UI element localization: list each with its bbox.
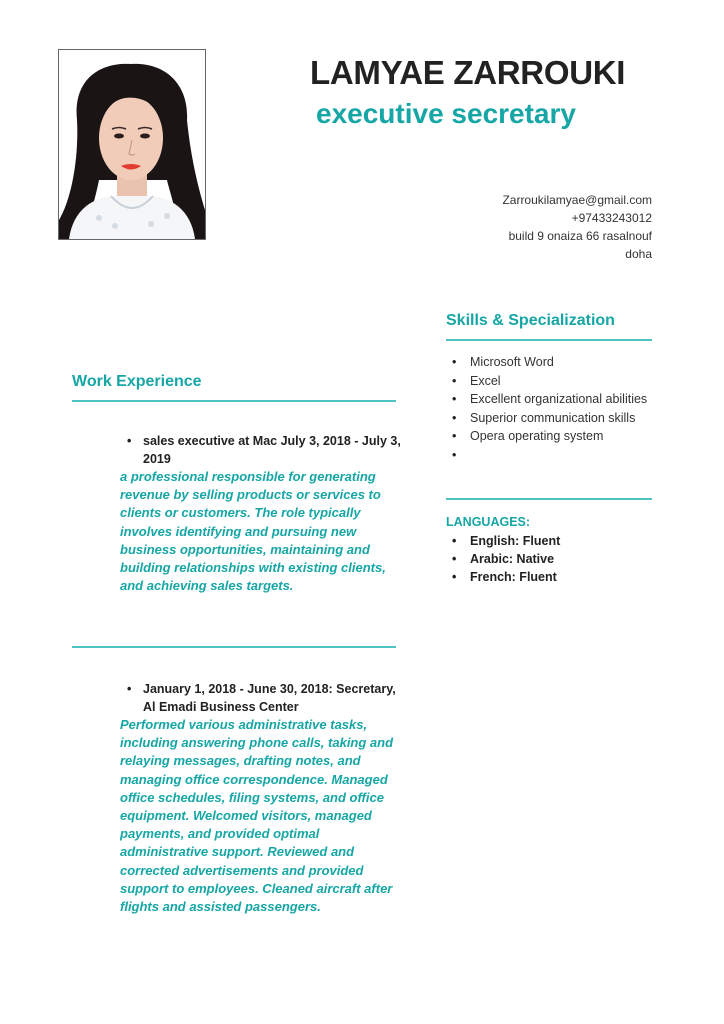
- skill-item: • Superior communication skills: [446, 409, 666, 428]
- skills-divider: [446, 339, 652, 341]
- work-heading: Work Experience: [72, 373, 202, 390]
- contact-address-line2: doha: [625, 247, 652, 261]
- job-title: executive secretary: [316, 98, 576, 129]
- job-description-2: Performed various administrative tasks, including answering phone calls, taking and relaying messages, drafting notes, and managing office correspondence. Managed office schedules, filing systems, and office equipment. Welcomed visitors, managed payments, and provided optimal administrative support. Reviewed and corrected advertisements and provided support to employees. Cleaned aircraft after flights and assisted passengers.: [120, 717, 394, 915]
- language-item: • French: Fluent: [446, 568, 666, 586]
- skill-item: • Microsoft Word: [446, 353, 666, 372]
- language-item: • Arabic: Native: [446, 550, 666, 568]
- portrait-image: [59, 50, 205, 239]
- job-title-1: [127, 432, 401, 468]
- job-title-text: January 1, 2018 - June 30, 2018: Secretary, Al Emadi Business Center: [143, 682, 396, 714]
- skills-list: [446, 353, 666, 464]
- bullet-icon: •: [127, 434, 132, 448]
- skills-heading: Skills & Specialization: [446, 312, 615, 329]
- candidate-name: LAMYAE ZARROUKI: [310, 54, 626, 91]
- work-divider: [72, 400, 396, 402]
- skill-item: [446, 446, 666, 465]
- skills-bottom-divider: [446, 498, 652, 500]
- skill-item: • Opera operating system: [446, 427, 666, 446]
- skill-item: • Excellent organizational abilities: [446, 390, 666, 409]
- contact-block: [392, 191, 652, 263]
- language-item: • English: Fluent: [446, 532, 666, 550]
- job-title-2: [127, 680, 401, 716]
- job-description-1: a professional responsible for generating revenue by selling products or services to clients or customers. The role typically involves identifying and pursuing new business opportunities, maintaining and building relationships with existing clients, and achieving sales targets.: [120, 469, 386, 594]
- job-divider: [72, 646, 396, 648]
- bullet-icon: •: [127, 682, 132, 696]
- contact-address-line1: build 9 onaiza 66 rasalnouf: [508, 229, 652, 243]
- contact-phone[interactable]: +97433243012: [571, 211, 652, 225]
- contact-email[interactable]: Zarroukilamyae@gmail.com: [502, 193, 652, 207]
- languages-list: [446, 532, 666, 586]
- job-title-text: sales executive at Mac July 3, 2018 - July 3, 2019: [143, 434, 401, 466]
- profile-photo: [58, 49, 206, 240]
- languages-heading: LANGUAGES:: [446, 515, 531, 529]
- skill-item: • Excel: [446, 372, 666, 391]
